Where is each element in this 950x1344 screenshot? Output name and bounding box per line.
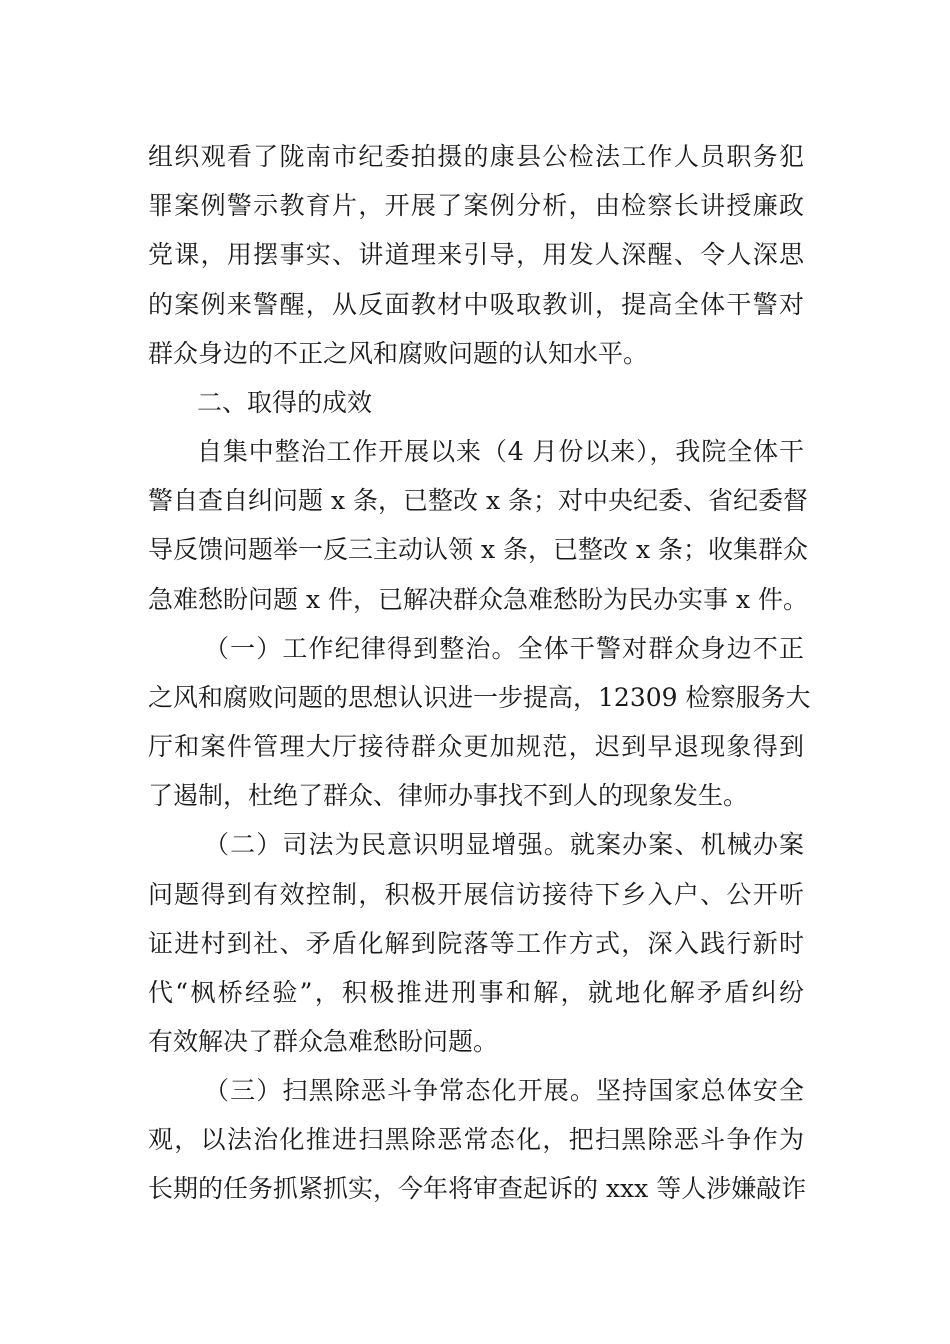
para3-line-1: （一）工作纪律得到整治。全体干警对群众身边不正	[204, 634, 804, 663]
para5-line-1: （三）扫黑除恶斗争常态化开展。坚持国家总体安全	[204, 1076, 804, 1105]
para4-line-5: 有效解决了群众急难愁盼问题。	[148, 1027, 499, 1056]
para1-line-1: 组织观看了陇南市纪委拍摄的康县公检法工作人员职务犯	[148, 142, 804, 171]
para5-line-3: 长期的任务抓紧抓实，今年将审查起诉的 xxx 等人涉嫌敲诈	[148, 1174, 807, 1203]
para3-line-3: 厅和案件管理大厅接待群众更加规范，迟到早退现象得到	[148, 732, 804, 761]
para5-line-2: 观，以法治化推进扫黑除恶常态化，把扫黑除恶斗争作为	[148, 1125, 804, 1154]
para4-line-3: 证进村到社、矛盾化解到院落等工作方式，深入践行新时	[148, 929, 804, 958]
para1-line-3: 党课，用摆事实、讲道理来引导，用发人深醒、令人深思	[148, 240, 804, 269]
para2-line-2: 警自查自纠问题 x 条，已整改 x 条；对中央纪委、省纪委督	[148, 486, 808, 515]
para1-line-4: 的案例来警醒，从反面教材中吸取教训，提高全体干警对	[148, 290, 804, 319]
para2-line-3: 导反馈问题举一反三主动认领 x 条，已整改 x 条；收集群众	[148, 535, 808, 564]
para3-line-2: 之风和腐败问题的思想认识进一步提高，12309 检察服务大	[148, 683, 811, 712]
para1-line-2: 罪案例警示教育片，开展了案例分析，由检察长讲授廉政	[148, 191, 804, 220]
para4-line-4: 代“枫桥经验”，积极推进刑事和解，就地化解矛盾纠纷	[148, 978, 804, 1007]
para2-line-4: 急难愁盼问题 x 件，已解决群众急难愁盼为民办实事 x 件。	[148, 585, 808, 614]
para1-line-5: 群众身边的不正之风和腐败问题的认知水平。	[148, 339, 649, 368]
para2-line-1: 自集中整治工作开展以来（4 月份以来），我院全体干	[197, 437, 804, 466]
para4-line-2: 问题得到有效控制，积极开展信访接待下乡入户、公开听	[148, 880, 804, 909]
para3-line-4: 了遏制，杜绝了群众、律师办事找不到人的现象发生。	[148, 781, 749, 810]
section-heading-achievements: 二、取得的成效	[197, 388, 373, 417]
para4-line-1: （二）司法为民意识明显增强。就案办案、机械办案	[204, 830, 804, 859]
